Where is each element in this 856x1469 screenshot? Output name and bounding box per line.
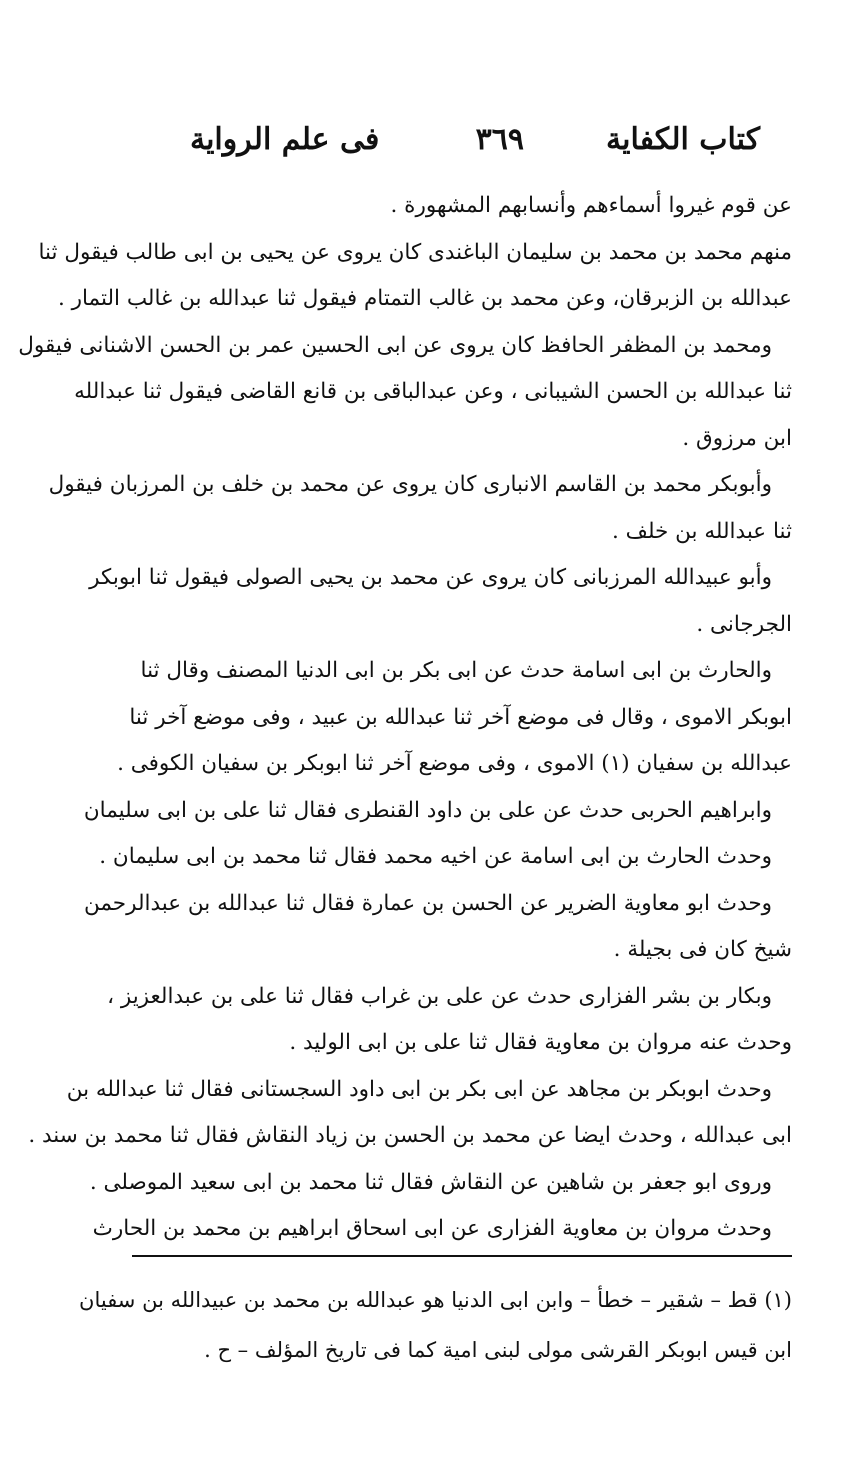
text-line: وبكار بن بشر الفزارى حدث عن على بن غراب فقال ثنا على بن عبدالعزيز ، xyxy=(107,983,772,1009)
text-line: وابراهيم الحربى حدث عن على بن داود القنطرى فقال ثنا على بن ابى سليمان xyxy=(83,797,772,823)
text-line: وحدث الحارث بن ابى اسامة عن اخيه محمد فقال ثنا محمد بن ابى سليمان . xyxy=(99,844,772,869)
footnote-divider xyxy=(132,1255,792,1257)
footnote-line: (١) قط – شقير – خطأ – وابن ابى الدنيا هو عبدالله بن محمد بن عبيدالله بن سفيان xyxy=(79,1288,792,1312)
text-line: وروى ابو جعفر بن شاهين عن النقاش فقال ثنا محمد بن ابى سعيد الموصلى . xyxy=(89,1169,772,1195)
text-line: ثنا عبدالله بن خلف . xyxy=(612,518,792,544)
text-line: ومحمد بن المظفر الحافظ كان يروى عن ابى الحسين عمر بن الحسن الاشنانى فيقول xyxy=(18,332,772,358)
book-subtitle: فى علم الرواية xyxy=(190,122,380,157)
footnotes xyxy=(79,1275,792,1375)
footnote-line: ابن قيس ابوبكر القرشى مولى لبنى امية كما فى تاريخ المؤلف – ح . xyxy=(204,1338,792,1362)
text-line: ابوبكر الاموى ، وقال فى موضع آخر ثنا عبدالله بن عبيد ، وفى موضع آخر ثنا xyxy=(129,704,792,730)
page-number: ٣٦٩ xyxy=(475,122,524,157)
text-line: وأبو عبيدالله المرزبانى كان يروى عن محمد بن يحيى الصولى فيقول ثنا ابوبكر xyxy=(89,565,772,590)
text-line: عبدالله بن الزبرقان، وعن محمد بن غالب التمتام فيقول ثنا عبدالله بن غالب التمار . xyxy=(57,286,792,311)
text-line: ابى عبدالله ، وحدث ايضا عن محمد بن الحسن بن زياد النقاش فقال ثنا محمد بن سند . xyxy=(28,1123,792,1148)
text-line: عن قوم غيروا أسماءهم وأنسابهم المشهورة . xyxy=(390,193,792,218)
text-line: وحدث مروان بن معاوية الفزارى عن ابى اسحاق ابراهيم بن محمد بن الحارث xyxy=(92,1216,772,1241)
text-line: والحارث بن ابى اسامة حدث عن ابى بكر بن ابى الدنيا المصنف وقال ثنا xyxy=(140,658,772,683)
text-line: ثنا عبدالله بن الحسن الشيبانى ، وعن عبدالباقى بن قانع القاضى فيقول ثنا عبدالله xyxy=(74,379,792,404)
book-title: كتاب الكفاية xyxy=(606,122,760,157)
text-line: وحدث عنه مروان بن معاوية فقال ثنا على بن ابى الوليد . xyxy=(289,1030,792,1055)
text-line: منهم محمد بن محمد بن سليمان الباغندى كان يروى عن يحيى بن ابى طالب فيقول ثنا xyxy=(38,239,792,265)
text-line: الجرجانى . xyxy=(696,611,792,637)
text-line: ابن مرزوق . xyxy=(682,425,792,451)
text-line: شيخ كان فى بجيلة . xyxy=(613,937,792,962)
text-line: عبدالله بن سفيان (١) الاموى ، وفى موضع آخر ثنا ابوبكر بن سفيان الكوفى . xyxy=(117,751,792,776)
text-line: وحدث ابو معاوية الضرير عن الحسن بن عمارة فقال ثنا عبدالله بن عبدالرحمن xyxy=(84,890,772,916)
page-header xyxy=(190,122,760,172)
body-text xyxy=(18,183,792,1253)
text-line: وأبوبكر محمد بن القاسم الانبارى كان يروى عن محمد بن خلف بن المرزبان فيقول xyxy=(48,472,772,497)
text-line: وحدث ابوبكر بن مجاهد عن ابى بكر بن ابى داود السجستانى فقال ثنا عبدالله بن xyxy=(66,1076,772,1102)
